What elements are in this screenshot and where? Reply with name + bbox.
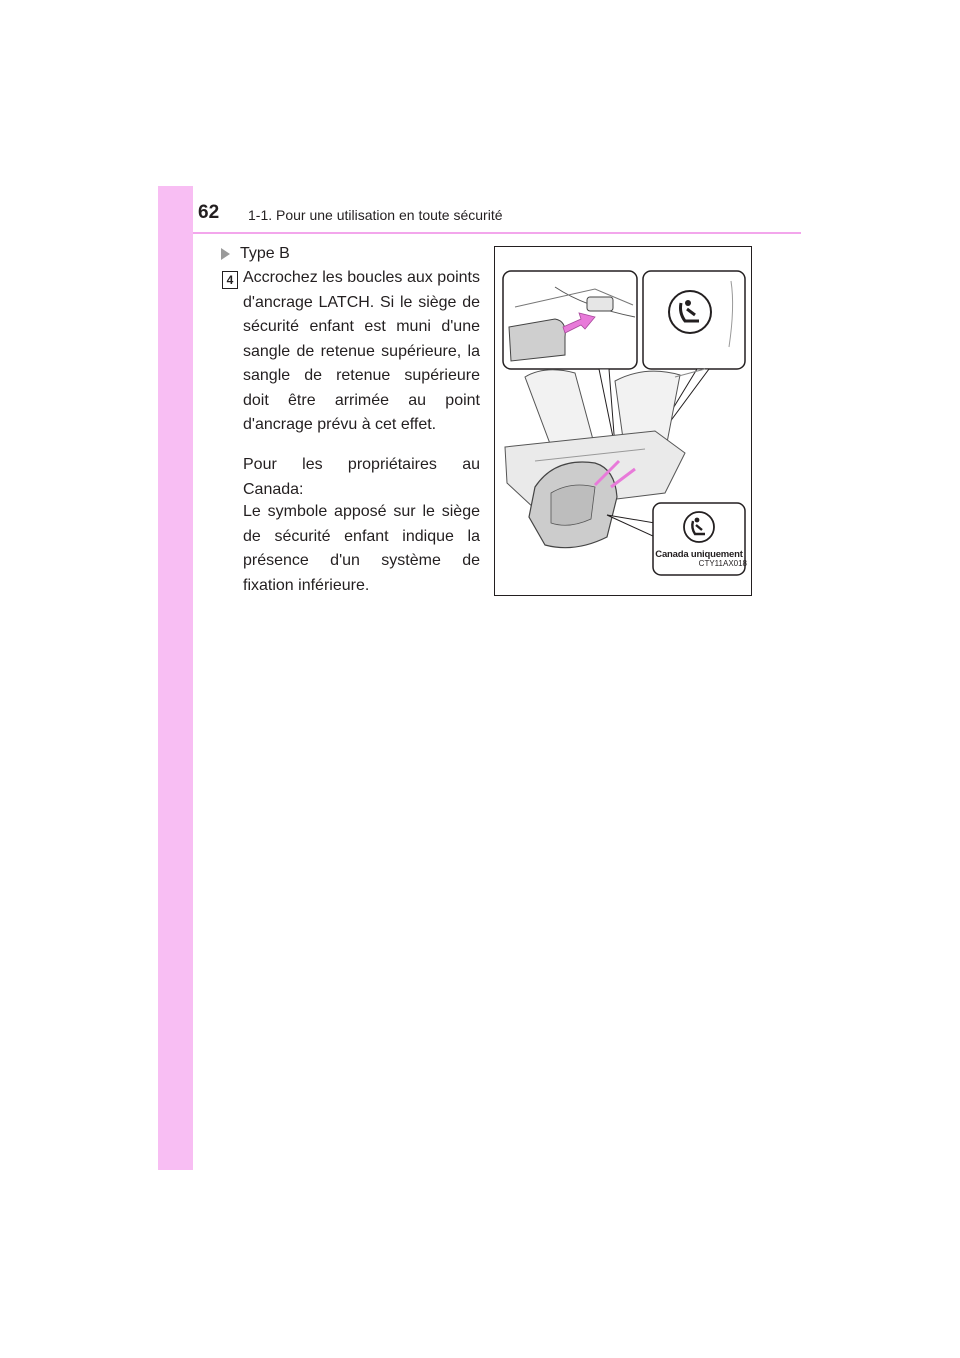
side-tab-strip <box>158 186 193 1170</box>
latch-illustration <box>494 246 752 596</box>
header-divider <box>193 232 801 234</box>
section-title: 1-1. Pour une utilisation en toute sécurité <box>248 207 503 223</box>
page-number: 62 <box>198 202 220 223</box>
canada-only-label: Canada uniquement <box>655 549 743 560</box>
bullet-triangle-icon <box>221 248 230 260</box>
seat-drawing <box>495 247 751 595</box>
canada-owners-intro: Pour les propriétaires au Canada: <box>243 456 480 498</box>
canada-symbol-text: Le symbole apposé sur le siège de sécurité enfant indique la présence d'un système de fixation inférieure. <box>243 503 480 594</box>
type-heading <box>221 242 290 266</box>
figure-code: CTY11AX018 <box>698 559 747 568</box>
step-instruction-text: Accrochez les boucles aux points d'ancrage LATCH. Si le siège de sécurité enfant est muni d'une sangle de retenue supérieure, la sangle de retenue supérieure doit être arrimée au point d'ancrage prévu à cet effet. <box>243 269 480 433</box>
step-number-badge: 4 <box>222 271 238 289</box>
type-heading-label: Type B <box>240 245 290 262</box>
